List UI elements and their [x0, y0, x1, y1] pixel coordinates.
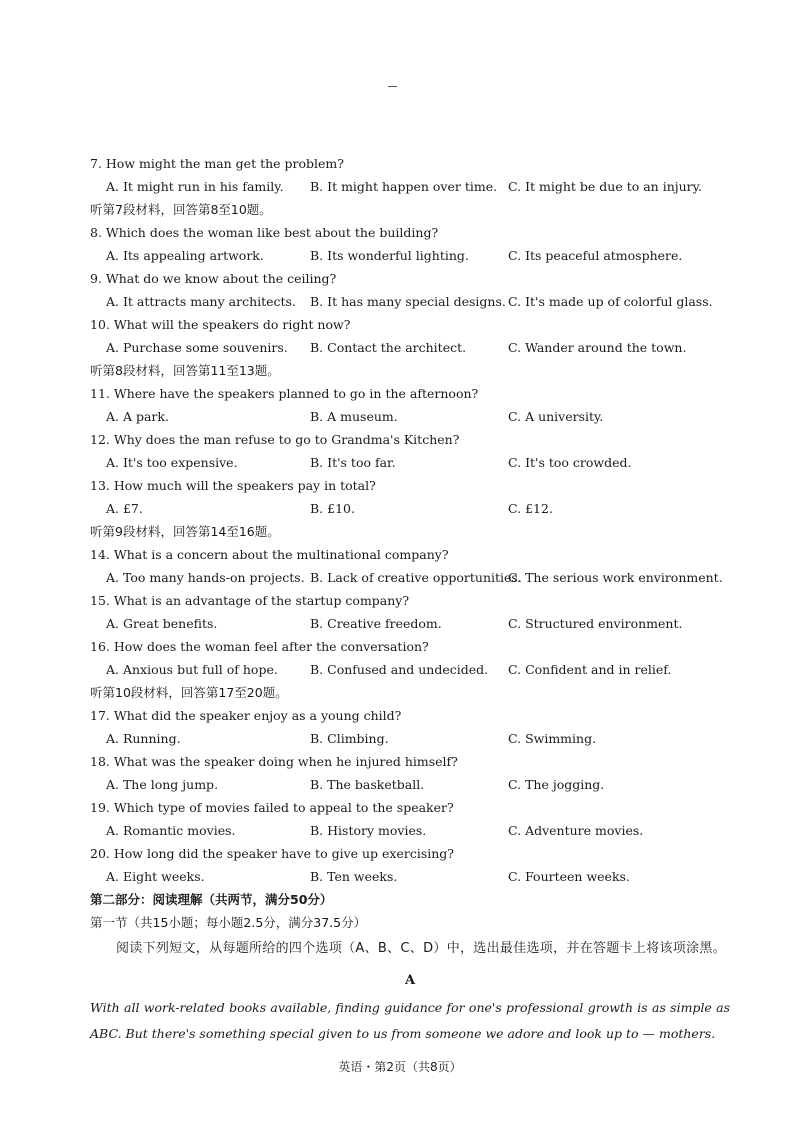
question-group-17-20: [90, 704, 730, 888]
question-11: 11. Where have the speakers planned to go in the afternoon?: [90, 386, 479, 401]
question-group-11-13: [90, 382, 730, 520]
option-a: A. It attracts many architects.: [106, 294, 296, 309]
question-12: 12. Why does the man refuse to go to Grandma's Kitchen?: [90, 432, 460, 447]
option-c: C. Adventure movies.: [508, 823, 644, 838]
option-a: A. Purchase some souvenirs.: [106, 340, 288, 355]
option-c: C. Wander around the town.: [508, 340, 687, 355]
option-c: C. The serious work environment.: [508, 570, 723, 585]
options-14: [90, 566, 730, 589]
option-b: B. Climbing.: [310, 731, 389, 746]
option-b: B. Confused and undecided.: [310, 662, 489, 677]
option-b: B. It has many special designs.: [310, 294, 506, 309]
question-14: 14. What is a concern about the multinational company?: [90, 547, 449, 562]
options-11: [90, 405, 730, 428]
option-a: A. Romantic movies.: [106, 823, 236, 838]
option-a: A. It might run in his family.: [106, 179, 284, 194]
option-c: C. It's made up of colorful glass.: [508, 294, 713, 309]
question-7: 7. How might the man get the problem?: [90, 156, 344, 171]
question-13: 13. How much will the speakers pay in total?: [90, 478, 376, 493]
option-b: B. A museum.: [310, 409, 398, 424]
question-18: 18. What was the speaker doing when he injured himself?: [90, 754, 458, 769]
options-19: [90, 819, 730, 842]
option-b: B. Contact the architect.: [310, 340, 467, 355]
options-15: [90, 612, 730, 635]
options-9: [90, 290, 730, 313]
part-2-section-1: 第一节（共15小题；每小题2.5分，满分37.5分）: [90, 915, 367, 930]
question-group-14-16: [90, 543, 730, 681]
option-b: B. Ten weeks.: [310, 869, 398, 884]
option-a: A. It's too expensive.: [106, 455, 238, 470]
options-18: [90, 773, 730, 796]
section-heading-14-16: 听第9段材料，回答第14至16题。: [90, 524, 280, 539]
option-c: C. It might be due to an injury.: [508, 179, 703, 194]
option-c: C. Structured environment.: [508, 616, 683, 631]
section-heading-17-20: 听第10段材料，回答第17至20题。: [90, 685, 288, 700]
option-c: C. Its peaceful atmosphere.: [508, 248, 683, 263]
option-c: C. Fourteen weeks.: [508, 869, 630, 884]
section-heading-11-13: 听第8段材料，回答第11至13题。: [90, 363, 280, 378]
question-group-7: [90, 152, 730, 198]
option-b: B. History movies.: [310, 823, 427, 838]
option-b: B. Lack of creative opportunities.: [310, 570, 522, 585]
option-a: A. Eight weeks.: [106, 869, 205, 884]
options-17: [90, 727, 730, 750]
option-a: A. Its appealing artwork.: [106, 248, 264, 263]
exam-content: [90, 152, 730, 1047]
option-c: C. It's too crowded.: [508, 455, 632, 470]
passage-intro: With all work-related books available, finding guidance for one's professional growth is as simple as ABC. But there's something special given to us from someone we adore and look up to — mothers.: [90, 1000, 730, 1041]
option-b: B. It might happen over time.: [310, 179, 498, 194]
options-10: [90, 336, 730, 359]
option-c: C. £12.: [508, 501, 553, 516]
options-8: [90, 244, 730, 267]
option-a: A. A park.: [106, 409, 169, 424]
options-12: [90, 451, 730, 474]
question-20: 20. How long did the speaker have to give up exercising?: [90, 846, 455, 861]
option-b: B. It's too far.: [310, 455, 396, 470]
option-b: B. £10.: [310, 501, 355, 516]
question-19: 19. Which type of movies failed to appeal to the speaker?: [90, 800, 454, 815]
options-7: [90, 175, 730, 198]
option-a: A. £7.: [106, 501, 143, 516]
options-16: [90, 658, 730, 681]
question-9: 9. What do we know about the ceiling?: [90, 271, 337, 286]
option-b: B. Its wonderful lighting.: [310, 248, 469, 263]
option-c: C. Confident and in relief.: [508, 662, 672, 677]
option-c: C. A university.: [508, 409, 604, 424]
scan-mark: [388, 86, 397, 87]
section-heading-8-10: 听第7段材料，回答第8至10题。: [90, 202, 272, 217]
question-8: 8. Which does the woman like best about the building?: [90, 225, 439, 240]
question-group-8-10: [90, 221, 730, 359]
option-a: A. The long jump.: [106, 777, 219, 792]
option-b: B. Creative freedom.: [310, 616, 442, 631]
option-a: A. Great benefits.: [106, 616, 218, 631]
options-13: [90, 497, 730, 520]
question-10: 10. What will the speakers do right now?: [90, 317, 351, 332]
option-a: A. Too many hands-on projects.: [106, 570, 305, 585]
question-15: 15. What is an advantage of the startup company?: [90, 593, 410, 608]
option-b: B. The basketball.: [310, 777, 425, 792]
option-a: A. Anxious but full of hope.: [106, 662, 278, 677]
option-c: C. Swimming.: [508, 731, 597, 746]
question-16: 16. How does the woman feel after the conversation?: [90, 639, 429, 654]
page-footer: 英语・第2页（共8页）: [338, 1060, 462, 1074]
passage-title: A: [404, 973, 416, 988]
option-c: C. The jogging.: [508, 777, 605, 792]
option-a: A. Running.: [106, 731, 181, 746]
question-17: 17. What did the speaker enjoy as a young child?: [90, 708, 402, 723]
part-2-title: 第二部分：阅读理解（共两节，满分50分）: [90, 892, 333, 907]
options-20: [90, 865, 730, 888]
reading-instruction: 阅读下列短文，从每题所给的四个选项（A、B、C、D）中，选出最佳选项，并在答题卡上将该项涂黑。: [116, 941, 726, 956]
